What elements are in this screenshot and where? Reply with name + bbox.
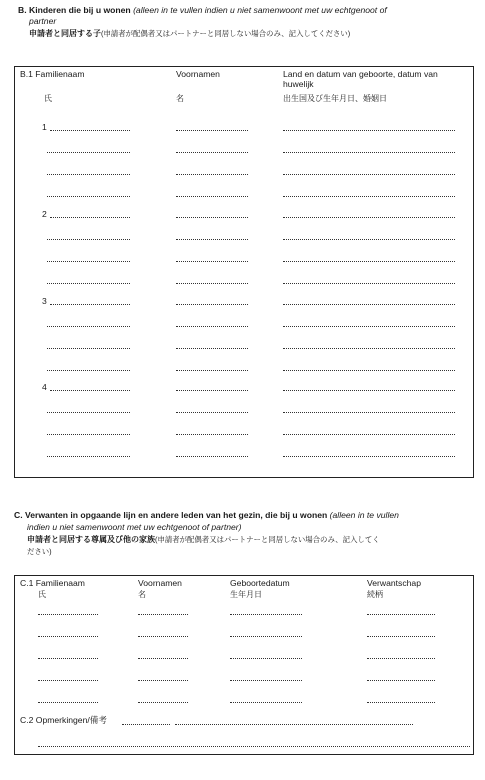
b-familienaam-field[interactable]: [47, 239, 130, 240]
c-remarks-field[interactable]: [175, 724, 413, 725]
section-c-title-italic-cont: indien u niet samenwoont met uw echtgenoot of partner): [27, 522, 242, 532]
c-col-voornamen: Voornamen: [138, 578, 182, 588]
c-geboortedatum-field[interactable]: [230, 680, 302, 681]
b-col-familienaam: B.1 Familienaam: [20, 69, 85, 79]
b-col-familienaam-jp: 氏: [44, 94, 52, 103]
b-geboorte-field[interactable]: [283, 261, 455, 262]
section-b-title-jp-note: (申請者が配偶者又はパートナーと同居しない場合のみ、記入してください): [101, 29, 351, 38]
b-voornamen-field[interactable]: [176, 152, 248, 153]
b-voornamen-field[interactable]: [176, 130, 248, 131]
b-familienaam-field[interactable]: [47, 283, 130, 284]
b-geboorte-field[interactable]: [283, 174, 455, 175]
b-voornamen-field[interactable]: [176, 456, 248, 457]
c-verwantschap-field[interactable]: [367, 658, 435, 659]
b-geboorte-field[interactable]: [283, 456, 455, 457]
b-familienaam-field[interactable]: [50, 130, 130, 131]
c-verwantschap-field[interactable]: [367, 680, 435, 681]
b-voornamen-field[interactable]: [176, 326, 248, 327]
c-col-verwantschap: Verwantschap: [367, 578, 421, 588]
b-voornamen-field[interactable]: [176, 304, 248, 305]
c-col-verwantschap-jp: 続柄: [367, 590, 383, 599]
c-geboortedatum-field[interactable]: [230, 658, 302, 659]
b-child-number-1: 1: [42, 122, 47, 132]
c-remarks-field[interactable]: [122, 724, 170, 725]
b-geboorte-field[interactable]: [283, 239, 455, 240]
c-geboortedatum-field[interactable]: [230, 702, 302, 703]
c-voornamen-field[interactable]: [138, 636, 188, 637]
b-voornamen-field[interactable]: [176, 283, 248, 284]
b-geboorte-field[interactable]: [283, 217, 455, 218]
c-verwantschap-field[interactable]: [367, 636, 435, 637]
b-familienaam-field[interactable]: [47, 326, 130, 327]
c-geboortedatum-field[interactable]: [230, 614, 302, 615]
section-c-title-bold: C. Verwanten in opgaande lijn en andere leden van het gezin, die bij u wonen: [14, 510, 328, 520]
b-geboorte-field[interactable]: [283, 370, 455, 371]
section-c-table: [14, 575, 474, 755]
b-voornamen-field[interactable]: [176, 217, 248, 218]
b-familienaam-field[interactable]: [47, 261, 130, 262]
b-geboorte-field[interactable]: [283, 348, 455, 349]
b-familienaam-field[interactable]: [47, 196, 130, 197]
c-familienaam-field[interactable]: [38, 614, 98, 615]
section-c-title-italic: (alleen in te vullen: [327, 510, 399, 520]
b-col-land: Land en datum van geboorte, datum van: [283, 69, 438, 79]
section-b-title-italic: (alleen in te vullen indien u niet samenwoont met uw echtgenoot of: [130, 5, 387, 15]
b-voornamen-field[interactable]: [176, 174, 248, 175]
b-familienaam-field[interactable]: [47, 456, 130, 457]
c-col-geboortedatum: Geboortedatum: [230, 578, 290, 588]
b-voornamen-field[interactable]: [176, 390, 248, 391]
b-voornamen-field[interactable]: [176, 370, 248, 371]
b-geboorte-field[interactable]: [283, 283, 455, 284]
c-voornamen-field[interactable]: [138, 658, 188, 659]
c-remarks-label: C.2 Opmerkingen/備考: [20, 715, 107, 725]
b-geboorte-field[interactable]: [283, 390, 455, 391]
c-verwantschap-field[interactable]: [367, 614, 435, 615]
b-col-land-cont: huwelijk: [283, 79, 314, 89]
b-voornamen-field[interactable]: [176, 434, 248, 435]
b-child-number-4: 4: [42, 382, 47, 392]
b-col-voornamen-jp: 名: [176, 94, 184, 103]
c-col-familienaam: C.1 Familienaam: [20, 578, 85, 588]
c-geboortedatum-field[interactable]: [230, 636, 302, 637]
b-voornamen-field[interactable]: [176, 348, 248, 349]
b-familienaam-field[interactable]: [50, 217, 130, 218]
b-familienaam-field[interactable]: [47, 412, 130, 413]
b-familienaam-field[interactable]: [50, 304, 130, 305]
b-geboorte-field[interactable]: [283, 130, 455, 131]
b-familienaam-field[interactable]: [50, 390, 130, 391]
b-geboorte-field[interactable]: [283, 152, 455, 153]
b-col-voornamen: Voornamen: [176, 69, 220, 79]
section-b-title-italic-cont: partner: [29, 16, 57, 26]
c-col-geboortedatum-jp: 生年月日: [230, 590, 262, 599]
c-voornamen-field[interactable]: [138, 702, 188, 703]
c-verwantschap-field[interactable]: [367, 702, 435, 703]
b-familienaam-field[interactable]: [47, 348, 130, 349]
b-familienaam-field[interactable]: [47, 434, 130, 435]
section-c-title: [14, 511, 399, 521]
c-familienaam-field[interactable]: [38, 658, 98, 659]
section-b-title-jp: [29, 29, 350, 39]
section-c-title-jp-note-cont: ださい): [27, 547, 52, 556]
section-c-title-jp-main: 申請者と同居する尊属及び他の家族: [27, 535, 155, 544]
section-b-title-bold: B. Kinderen die bij u wonen: [18, 5, 131, 15]
c-remarks-field[interactable]: [38, 746, 470, 747]
b-col-land-jp: 出生国及び生年月日、婚姻日: [283, 94, 387, 103]
c-familienaam-field[interactable]: [38, 702, 98, 703]
b-geboorte-field[interactable]: [283, 304, 455, 305]
b-geboorte-field[interactable]: [283, 412, 455, 413]
section-b-title-jp-main: 申請者と同居する子: [29, 29, 101, 38]
b-geboorte-field[interactable]: [283, 434, 455, 435]
b-voornamen-field[interactable]: [176, 412, 248, 413]
b-child-number-3: 3: [42, 296, 47, 306]
section-b-table: [14, 66, 474, 478]
section-c-title-jp-note: (申請者が配偶者又はパートナーと同居しない場合のみ、記入してく: [155, 535, 380, 544]
c-voornamen-field[interactable]: [138, 680, 188, 681]
b-voornamen-field[interactable]: [176, 239, 248, 240]
c-familienaam-field[interactable]: [38, 680, 98, 681]
b-geboorte-field[interactable]: [283, 326, 455, 327]
b-voornamen-field[interactable]: [176, 196, 248, 197]
c-voornamen-field[interactable]: [138, 614, 188, 615]
section-b-title: [18, 6, 387, 16]
b-voornamen-field[interactable]: [176, 261, 248, 262]
b-familienaam-field[interactable]: [47, 370, 130, 371]
c-familienaam-field[interactable]: [38, 636, 98, 637]
b-familienaam-field[interactable]: [47, 152, 130, 153]
c-col-familienaam-jp: 氏: [38, 590, 46, 599]
section-c-title-jp: [27, 535, 380, 545]
b-child-number-2: 2: [42, 209, 47, 219]
b-geboorte-field[interactable]: [283, 196, 455, 197]
b-familienaam-field[interactable]: [47, 174, 130, 175]
c-col-voornamen-jp: 名: [138, 590, 146, 599]
